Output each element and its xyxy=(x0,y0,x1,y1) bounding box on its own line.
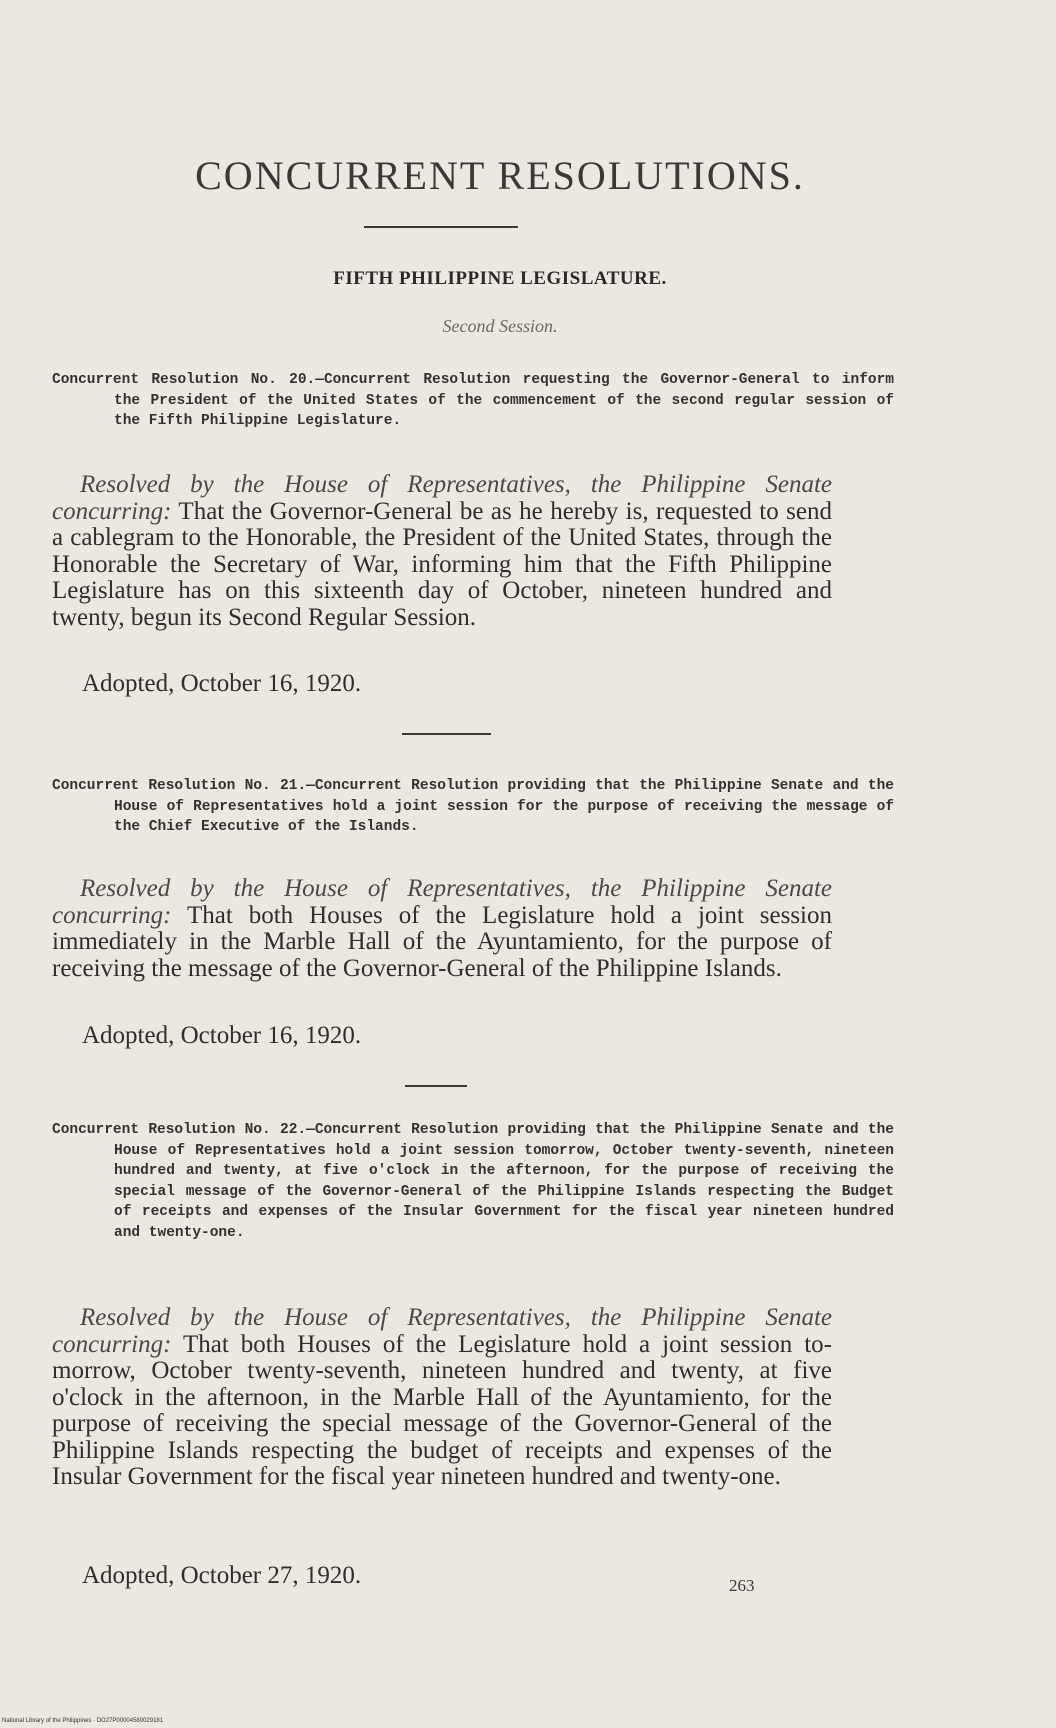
legislature-heading: FIFTH PHILIPPINE LEGISLATURE. xyxy=(333,268,667,289)
resolved-lead: Resolved by the House of Representatives, the Philippine Senate concurring: xyxy=(52,471,832,525)
resolved-lead: Resolved by the House of Representatives, the Philippine Senate concurring: xyxy=(52,1304,832,1358)
resolution-summary: Concurrent Resolution No. 22.—Concurrent Resolution providing that the Philippine Senate and the House of Representatives hold a joint session tomorrow, October twenty-seventh, nineteen hundred and twenty, at five o'clock in the afternoon, for the purpose of receiving the special message of the Governor-General of the Philippine Islands respecting the Budget of receipts and expenses of the Insular Government for the fiscal year nineteen hundred and twenty-one. xyxy=(52,1122,894,1241)
adopted-date: Adopted, October 16, 1920. xyxy=(82,670,362,697)
session-heading: Second Session. xyxy=(442,316,558,336)
page-title: CONCURRENT RESOLUTIONS. xyxy=(195,153,805,198)
resolved-lead: Resolved by the House of Representatives, the Philippine Senate concurring: xyxy=(52,875,832,929)
resolved-body: That the Governor-General be as he hereby is, requested to send a cablegram to the Honorable, the President of the United States, through the Honorable the Secretary of War, informing him that the Fifth Philippine Legislature has on this sixteenth day of October, nineteen hundred and twenty, begun its Second Regular Session. xyxy=(52,497,832,631)
resolution-text xyxy=(52,1305,832,1491)
scan-credit: National Library of the Philippines · DO27P00004580029181 xyxy=(2,1718,164,1724)
resolution-text xyxy=(52,876,832,982)
resolution-summary: Concurrent Resolution No. 21.—Concurrent Resolution providing that the Philippine Senate and the House of Representatives hold a joint session for the purpose of receiving the message of the Chief Executive of the Islands. xyxy=(52,778,894,835)
resolved-body: That both Houses of the Legislature hold a joint session immediately in the Marble Hall of the Ayuntamiento, for the purpose of receiving the message of the Governor-General of the Philippine Islands. xyxy=(52,901,832,982)
page-number: 263 xyxy=(729,1576,755,1595)
resolution-summary: Concurrent Resolution No. 20.—Concurrent Resolution requesting the Governor-General to inform the President of the United States of the commencement of the second regular session of the Fifth Philippine Legislature. xyxy=(52,372,894,429)
adopted-date: Adopted, October 27, 1920. xyxy=(82,1562,362,1589)
adopted-date: Adopted, October 16, 1920. xyxy=(82,1022,362,1049)
resolved-body: That both Houses of the Legislature hold a joint session to-morrow, October twenty-seventh, nineteen hundred and twenty, at five o'clock in the afternoon, in the Marble Hall of the Ayuntamiento, for the purpose of receiving the special message of the Governor-General of the Philippine Islands respecting the budget of receipts and expenses of the Insular Government for the fiscal year nineteen hundred and twenty-one. xyxy=(52,1330,832,1490)
title-rule xyxy=(364,226,518,228)
section-divider xyxy=(405,1085,467,1087)
resolution-text xyxy=(52,472,832,631)
section-divider xyxy=(402,733,491,735)
